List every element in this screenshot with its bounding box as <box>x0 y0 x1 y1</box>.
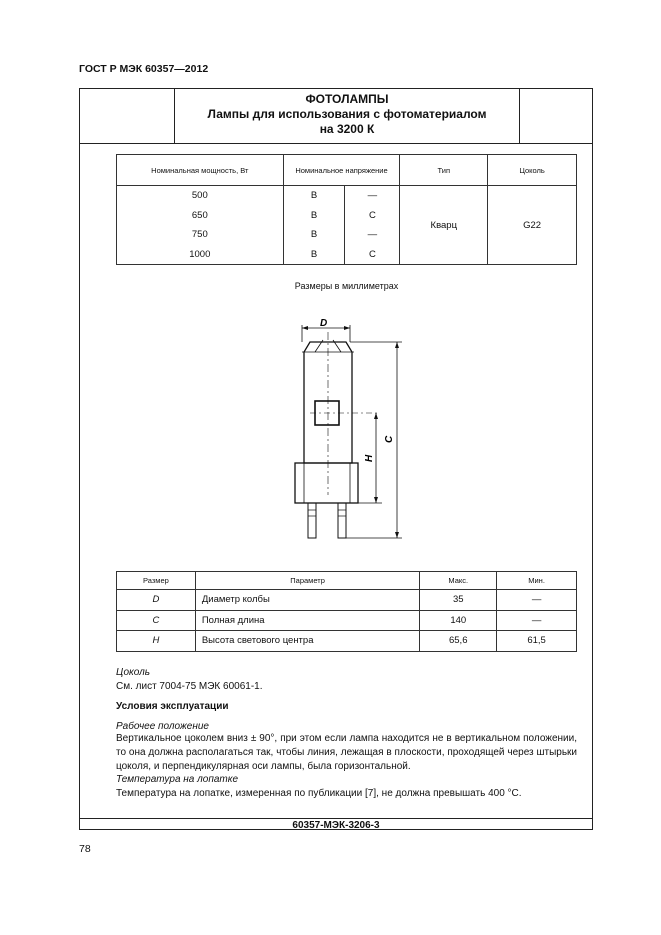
position-text: Вертикальное цоколем вниз ± 90°, при этом если лампа находится не в вертикальном положении, то она должна располагаться так, чтобы линия, лежащая в плоскости, проходящей через штырьки цоколя, и перпендикулярная оси лампы, была горизонтальной. <box>116 733 577 772</box>
code-cell: C <box>345 245 400 265</box>
dim-cell: C <box>117 610 196 631</box>
col-header-power: Номинальная мощность, Вт <box>117 155 284 186</box>
title-line-1: ФОТОЛАМПЫ <box>305 92 389 106</box>
min-cell: — <box>497 590 577 611</box>
power-cell: 750 <box>117 225 284 245</box>
title-block <box>174 88 520 144</box>
footer-divider <box>79 818 593 819</box>
page-number: 78 <box>79 843 91 855</box>
title-line-3: на 3200 К <box>319 122 375 136</box>
standard-header: ГОСТ Р МЭК 60357—2012 <box>79 63 209 75</box>
dim-label-h: H <box>364 454 375 462</box>
base-text: См. лист 7004-75 МЭК 60061-1. <box>116 681 263 692</box>
code-cell: — <box>345 186 400 206</box>
footer-code: 60357-МЭК-3206-3 <box>292 820 380 831</box>
voltage-cell: B <box>283 225 345 245</box>
col-header-min: Мин. <box>497 572 577 590</box>
col-header-voltage: Номинальное напряжение <box>283 155 400 186</box>
temperature-heading: Температура на лопатке <box>116 774 239 785</box>
code-cell: C <box>345 206 400 226</box>
title-line-2: Лампы для использования с фотоматериалом <box>207 107 487 121</box>
voltage-cell: B <box>283 206 345 226</box>
table-row <box>117 590 577 611</box>
param-cell: Высота светового центра <box>195 631 419 652</box>
table-row <box>117 631 577 652</box>
position-heading: Рабочее положение <box>116 721 209 732</box>
col-header-max: Макс. <box>420 572 497 590</box>
dimensions-table <box>116 571 577 652</box>
base-heading: Цоколь <box>116 667 151 678</box>
voltage-cell: B <box>283 245 345 265</box>
col-header-type: Тип <box>400 155 488 186</box>
lamp-ratings-table <box>116 154 577 265</box>
col-header-param: Параметр <box>195 572 419 590</box>
voltage-cell: B <box>283 186 345 206</box>
table-row <box>117 186 577 206</box>
code-cell: — <box>345 225 400 245</box>
power-cell: 650 <box>117 206 284 226</box>
min-cell: — <box>497 610 577 631</box>
temperature-text: Температура на лопатке, измеренная по публикации [7], не должна превышать 400 °С. <box>116 788 522 799</box>
power-cell: 1000 <box>117 245 284 265</box>
dim-cell: H <box>117 631 196 652</box>
dim-label-d: D <box>320 318 328 329</box>
lamp-drawing <box>280 300 420 550</box>
max-cell: 65,6 <box>420 631 497 652</box>
min-cell: 61,5 <box>497 631 577 652</box>
dim-cell: D <box>117 590 196 611</box>
conditions-heading: Условия эксплуатации <box>116 701 229 712</box>
col-header-base: Цоколь <box>488 155 577 186</box>
dim-label-c: C <box>384 435 395 443</box>
type-cell: Кварц <box>400 186 488 265</box>
max-cell: 35 <box>420 590 497 611</box>
param-cell: Диаметр колбы <box>195 590 419 611</box>
col-header-dim: Размер <box>117 572 196 590</box>
dimensions-caption: Размеры в миллиметрах <box>294 281 399 291</box>
table-row <box>117 610 577 631</box>
param-cell: Полная длина <box>195 610 419 631</box>
power-cell: 500 <box>117 186 284 206</box>
base-cell: G22 <box>488 186 577 265</box>
max-cell: 140 <box>420 610 497 631</box>
